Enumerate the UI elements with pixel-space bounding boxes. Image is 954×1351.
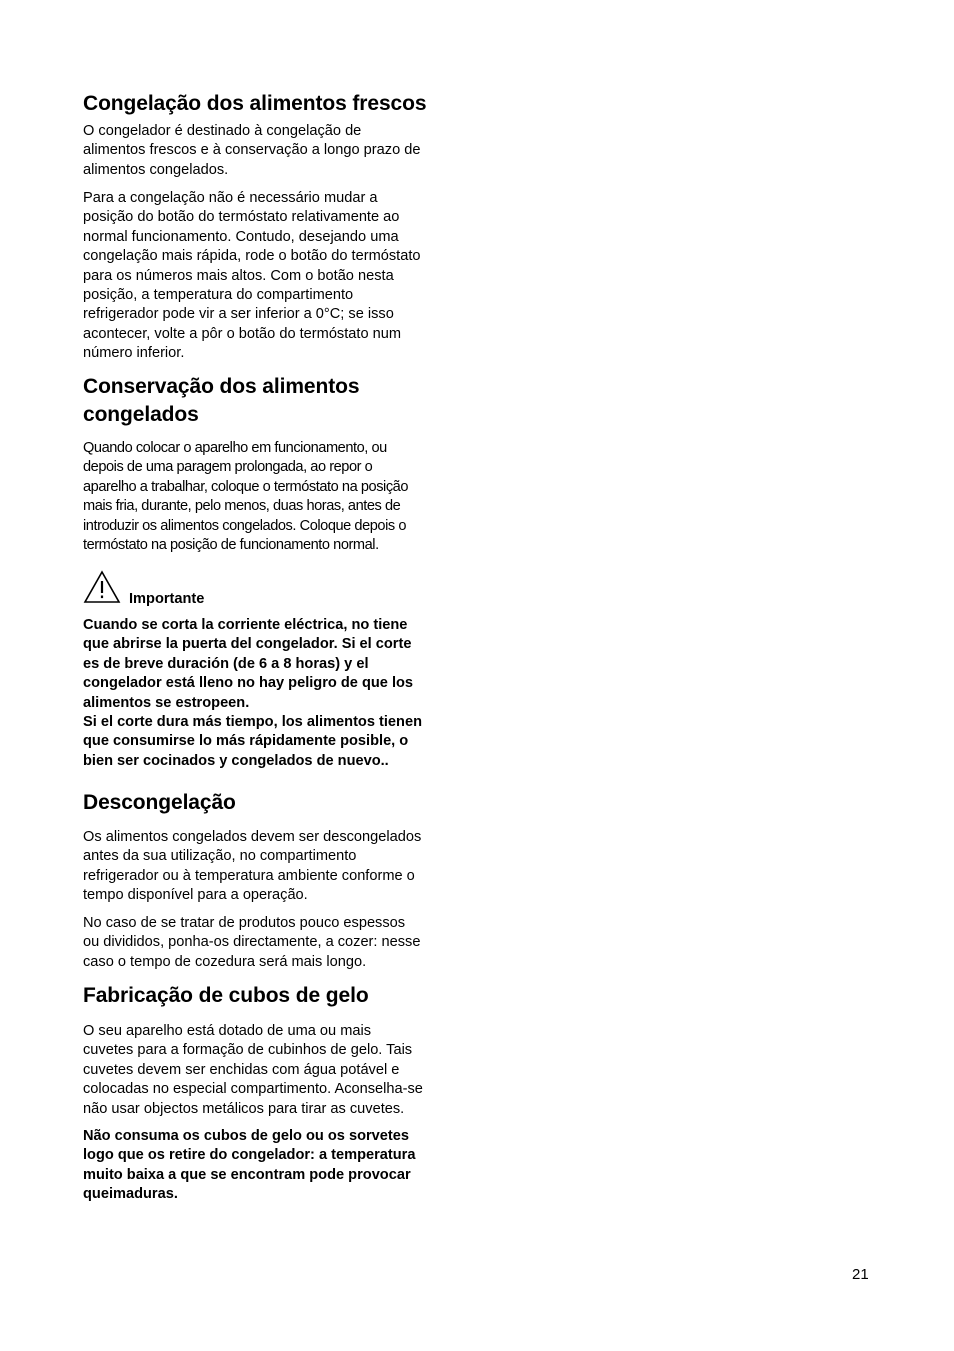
warning-text: Cuando se corta la corriente eléctrica, no tiene que abrirse la puerta del congelador. Si el corte es de breve duración (de 6 a 8 horas) y el congelador está lleno no hay peligro de que los alimentos se estropeen. Si el corte dura más tiempo, los alimentos tienen que consumirse lo más rápidamente posible, o bien ser cocinados y congelados de nuevo..	[83, 617, 422, 769]
important-label: Importante	[129, 591, 205, 607]
section-title-freezing-fresh: Congelação dos alimentos frescos	[83, 92, 427, 115]
paragraph-defrosting: Os alimentos congelados devem ser descongelados antes da sua utilização, no compartimento refrigerador ou à temperatura ambiente conforme o tempo disponível para a operação.	[83, 829, 422, 904]
paragraph-frozen-storage: Quando colocar o aparelho em funcionamento, ou depois de uma paragem prolongada, ao repor o aparelho a trabalhar, coloque o termóstato na posição mais fria, durante, pelo menos, duas horas, antes de introduzir os alimentos congelados. Coloque depois o termóstato na posição de funcionamento normal.	[83, 440, 409, 554]
ice-cube-warning: Não consuma os cubos de gelo ou os sorvetes logo que os retire do congelador: a temperatura muito baixa a que se encontram pode provocar queimaduras.	[83, 1128, 416, 1203]
section-title-defrosting: Descongelação	[83, 791, 236, 814]
section-title-frozen-storage: Conservação dos alimentos congelados	[83, 375, 360, 426]
paragraph-thin-products: No caso de se tratar de produtos pouco espessos ou divididos, ponha-os directamente, a cozer: nesse caso o tempo de cozedura será mais longo.	[83, 915, 421, 970]
paragraph-thermostat-freezing: Para a congelação não é necessário mudar a posição do botão do termóstato relativamente ao normal funcionamento. Contudo, desejando uma congelação mais rápida, rode o botão do termóstato para os números mais altos. Com o botão nesta posição, a temperatura do compartimento refrigerador pode vir a ser inferior a 0°C; se isso acontecer, volte a pôr o botão do termóstato num número inferior.	[83, 190, 421, 362]
important-notice	[83, 570, 461, 610]
page-number: 21	[852, 1266, 869, 1283]
paragraph-ice-trays: O seu aparelho está dotado de uma ou mais cuvetes para a formação de cubinhos de gelo. Tais cuvetes devem ser enchidas com água potável e colocadas no especial compartimento. Aconselha-se não usar objectos metálicos para tirar as cuvetes.	[83, 1023, 423, 1117]
warning-triangle-icon	[83, 570, 121, 604]
section-title-ice-cubes: Fabricação de cubos de gelo	[83, 984, 369, 1007]
paragraph-freezer-purpose: O congelador é destinado à congelação de alimentos frescos e à conservação a longo prazo de alimentos congelados.	[83, 123, 421, 178]
